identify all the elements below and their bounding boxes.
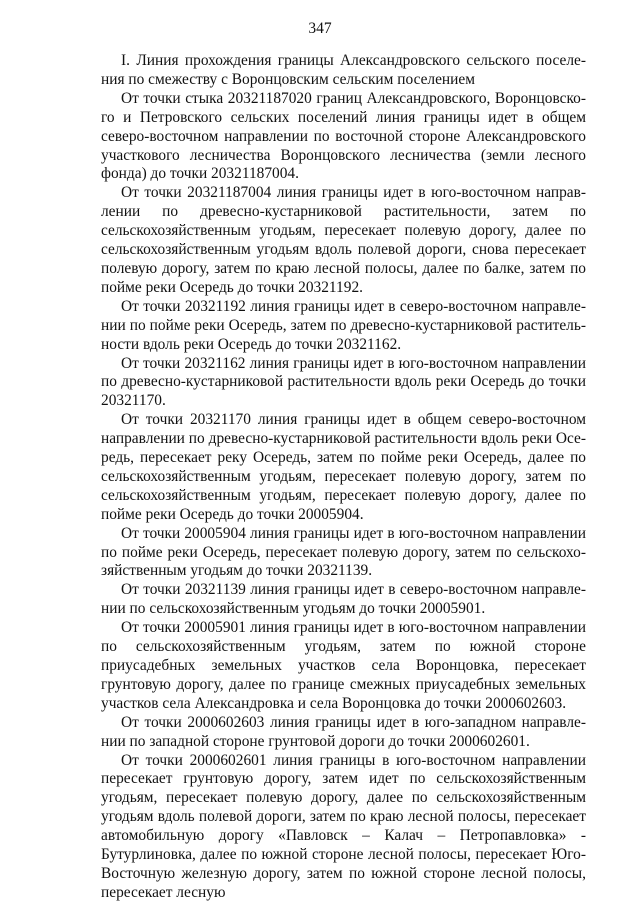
paragraph: От точки стыка 20321187020 границ Александровского, Воронцовского и Петровского сельских поселений линия границы идет в общем северо-восточном направлении по восточной стороне Александровского участкового лесничества Воронцовского лесничества (земли лесного фонда) до точки 20321187004. [101,89,586,183]
paragraph: От точки 20321162 линия границы идет в юго-восточном направлении по древесно-кустарниковой растительности вдоль реки Осередь до точки 20321170. [101,354,586,410]
paragraph: От точки 2000602601 линия границы в юго-восточном направлении пересекает грунтовую дорогу, затем идет по сельскохозяйственным угодьям, пересекает полевую дорогу, далее по сельскохозяйственным угодьям вдоль полевой дороги, затем по краю лесной полосы, пересекает автомобильную дорогу «Павловск – Калач – Петропавловка» - Бутурлиновка, далее по южной стороне лесной полосы, пересекает Юго-Восточную железную дорогу, затем по южной стороне лесной полосы, пересекает лесную [101,751,586,901]
paragraph: От точки 20321192 линия границы идет в северо-восточном направлении по пойме реки Осередь, затем по древесно-кустарниковой растительности вдоль реки Осередь до точки 20321162. [101,297,586,353]
paragraph: От точки 20321170 линия границы идет в общем северо-восточном направлении по древесно-кустарниковой растительности вдоль реки Осередь, пересекает реку Осередь, затем по пойме реки Осередь, далее по сельскохозяйственным угодьям, пересекает полевую дорогу, затем по сельскохозяйственным угодьям, пересекает полевую дорогу, далее по пойме реки Осередь до точки 20005904. [101,411,586,523]
paragraph: От точки 20005904 линия границы идет в юго-восточном направлении по пойме реки Осередь, пересекает полевую дорогу, затем по сельскохозяйственным угодьям до точки 20321139. [101,524,586,580]
paragraph: От точки 2000602603 линия границы идет в юго-западном направлении по западной стороне грунтовой дороги до точки 2000602601. [101,713,586,750]
paragraph: От точки 20005901 линия границы идет в юго-восточном направлении по сельскохозяйственным угодьям, затем по южной стороне приусадебных земельных участков села Воронцовка, пересекает грунтовую дорогу, далее по границе смежных приусадебных земельных участков села Александровка и села Воронцовка до точки 2000602603. [101,619,586,712]
paragraph-heading: I. Линия прохождения границы Александровского сельского поселения по смежеству с Воронцовским сельским поселением [101,52,586,88]
page-number: 347 [308,20,332,37]
paragraph: От точки 20321187004 линия границы идет в юго-восточном направлении по древесно-кустарниковой растительности, затем по сельскохозяйственным угодьям, пересекает полевую дорогу, далее по сельскохозяйственным угодьям вдоль полевой дороги, снова пересекает полевую дорогу, затем по краю лесной полосы, далее по балке, затем по пойме реки Осередь до точки 20321192. [101,184,586,296]
document-body [101,52,586,903]
paragraph: От точки 20321139 линия границы идет в северо-восточном направлении по сельскохозяйственным угодьям до точки 20005901. [101,581,586,618]
